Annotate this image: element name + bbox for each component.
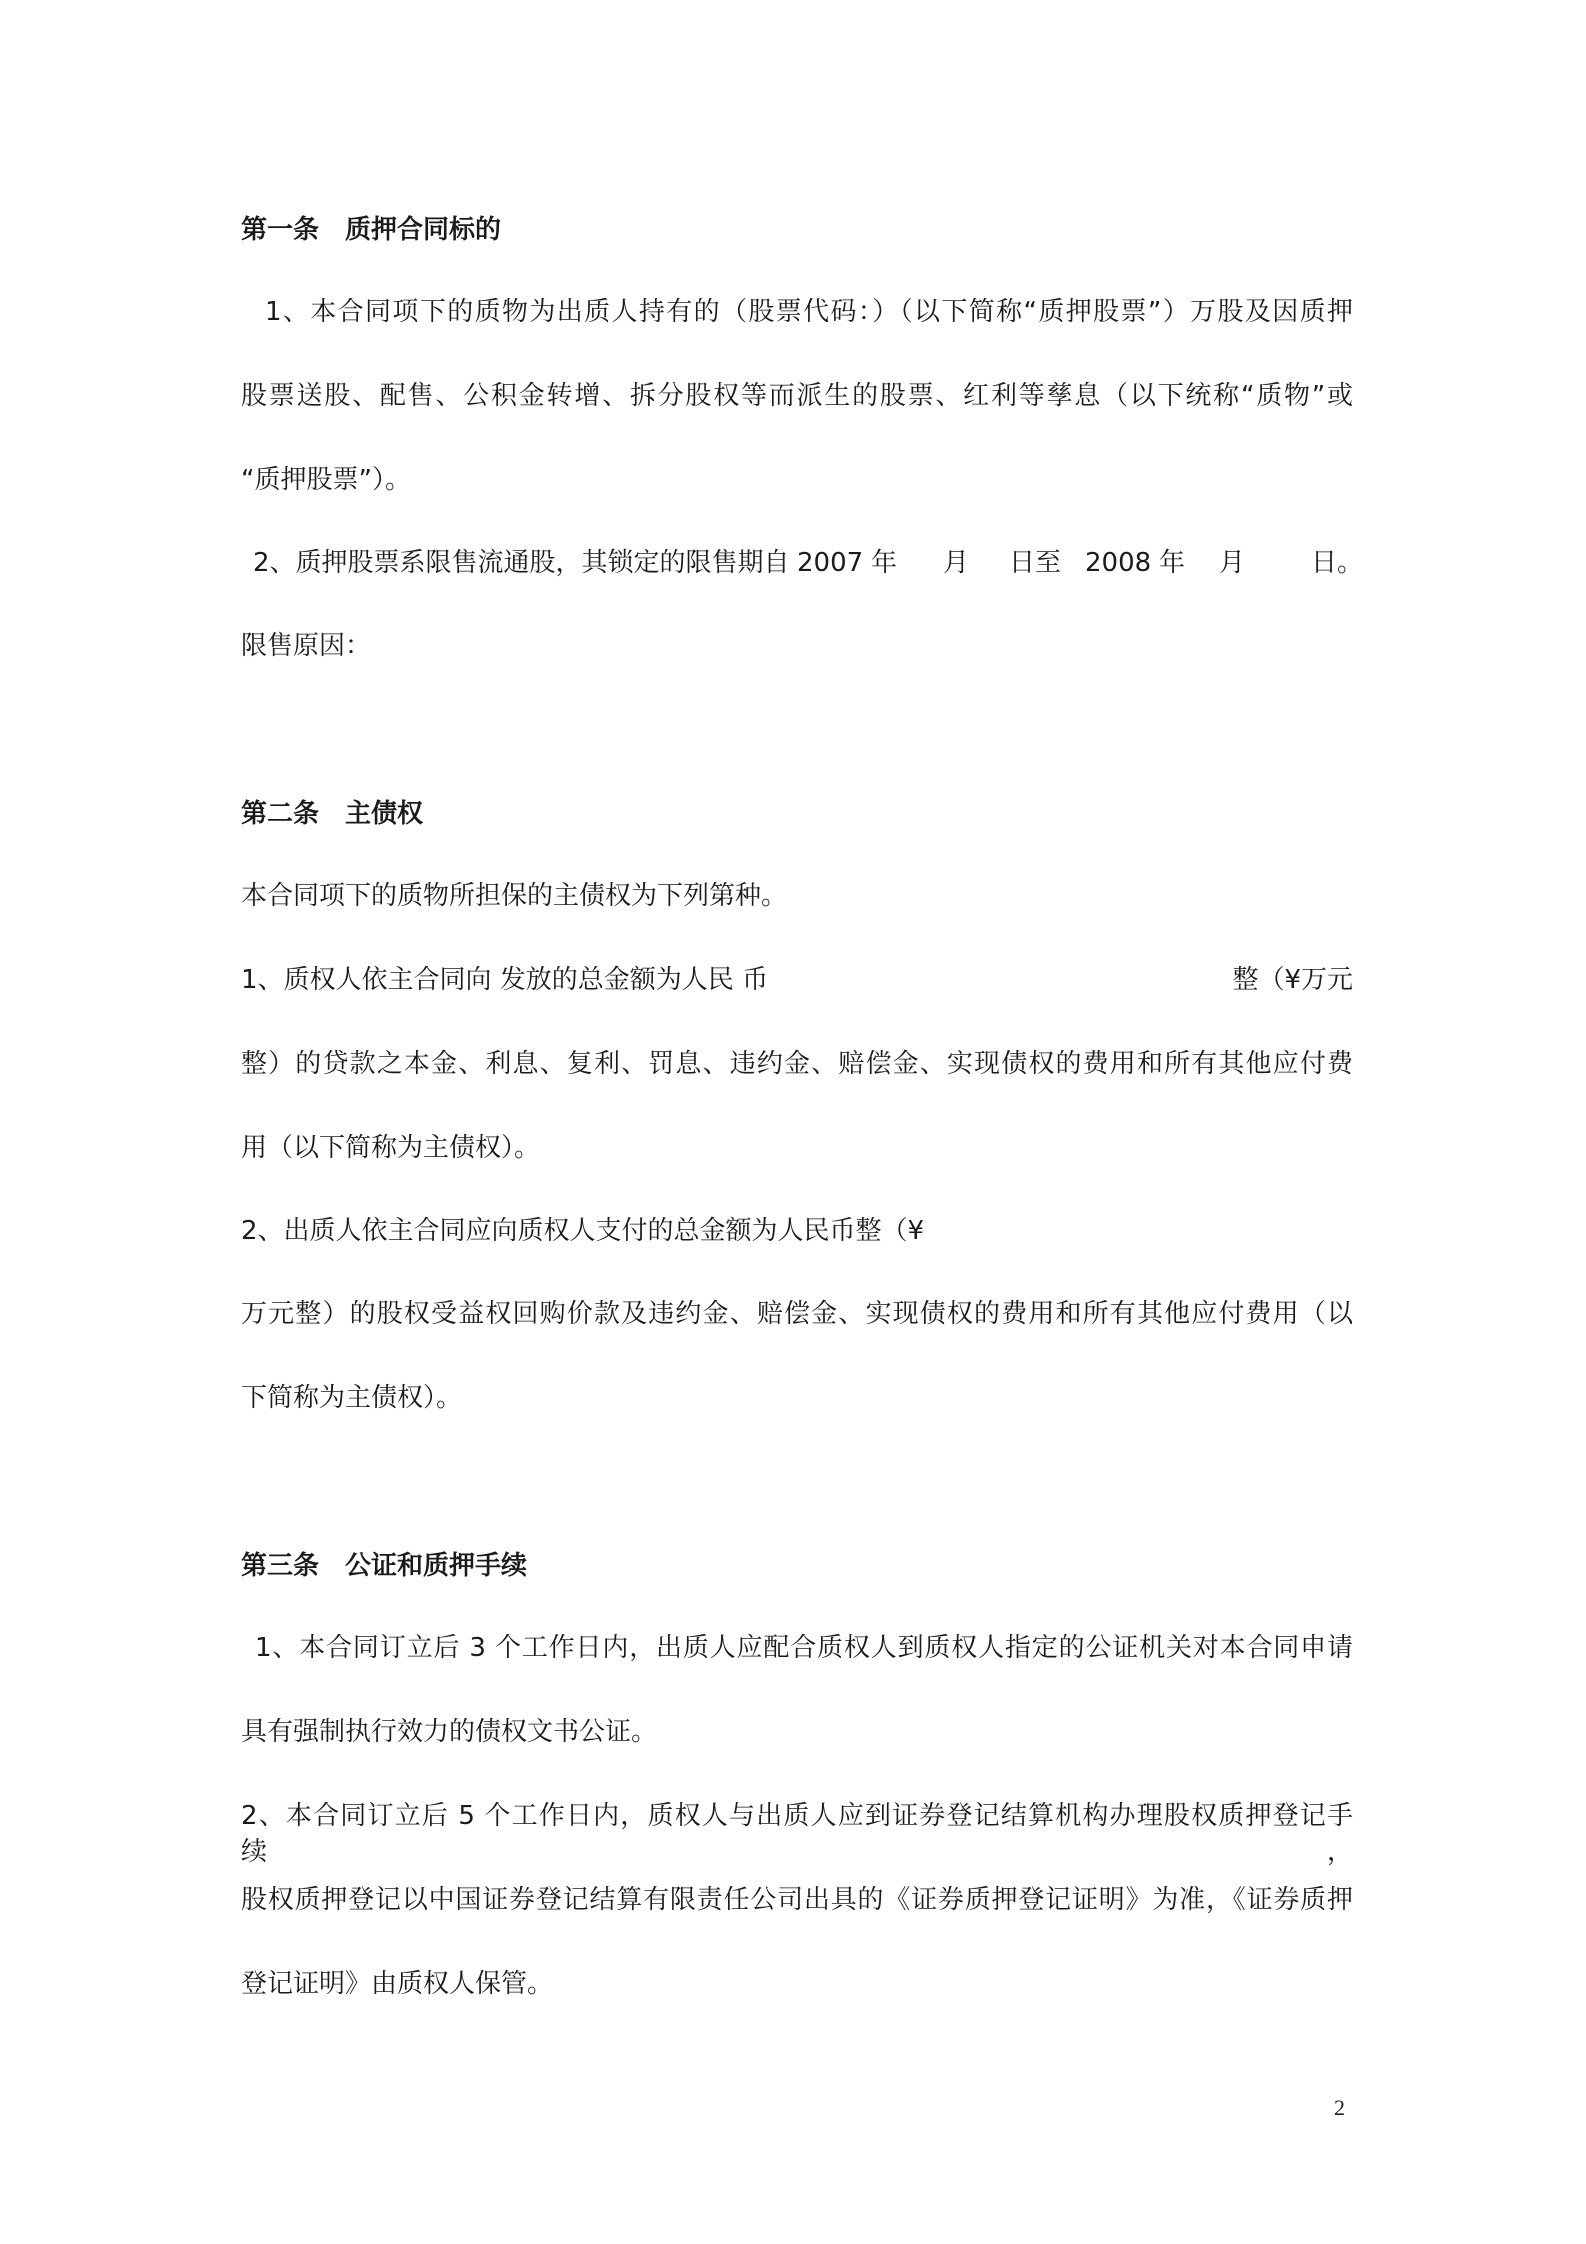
section-1-line-2: 股票送股、配售、公积金转增、拆分股权等而派生的股票、红利等孳息（以下统称“质物”或: [241, 381, 1353, 411]
section-1-title: 质押合同标的: [345, 215, 502, 245]
date-line-prefix: 2、质押股票系限售流通股，其锁定的限售期自: [253, 548, 790, 578]
section-1-date-line: [241, 545, 1364, 581]
item-1-right-text: 整（¥万元: [1232, 965, 1353, 995]
section-2-item-1-line-2: 整）的贷款之本金、利息、复利、罚息、违约金、赔偿金、实现债权的费用和所有其他应付费: [241, 1049, 1353, 1079]
end-month-unit: 月: [1219, 548, 1246, 578]
section-1-line-1: 1、本合同项下的质物为出质人持有的（股票代码：）（以下简称“质押股票”）万股及因质押: [265, 297, 1353, 327]
section-2-number: 第二条: [241, 799, 320, 829]
end-year-unit: 年: [1159, 548, 1186, 578]
section-1-reason-label: 限售原因：: [241, 631, 372, 661]
section-3-line-4: 股权质押登记以中国证券登记结算有限责任公司出具的《证券质押登记证明》为准，《证券质押: [241, 1885, 1353, 1915]
section-2-intro: 本合同项下的质物所担保的主债权为下列第种。: [241, 881, 788, 911]
section-2-title: 主债权: [345, 799, 424, 829]
start-year-unit: 年: [871, 548, 898, 578]
end-day-unit: 日。: [1311, 548, 1364, 578]
section-2-item-1-line-1: [241, 962, 1353, 998]
section-1-heading: [241, 212, 1353, 248]
section-2-item-1-line-3: 用（以下简称为主债权）。: [241, 1133, 541, 1163]
section-1-number: 第一条: [241, 215, 320, 245]
section-2-item-2-line-3: 下简称为主债权）。: [241, 1383, 463, 1413]
page-number: 2: [1334, 2095, 1345, 2120]
start-day-to: 日至: [1009, 548, 1062, 578]
section-3-line-3: 2、本合同订立后 5 个工作日内，质权人与出质人应到证券登记结算机构办理股权质押登记手续，: [241, 1801, 1353, 1867]
start-year: 2007: [797, 548, 864, 578]
section-2-heading: [241, 796, 1353, 832]
section-3-heading: [241, 1548, 1353, 1584]
end-year: 2008: [1085, 548, 1152, 578]
section-3-number: 第三条: [241, 1551, 320, 1581]
section-3-line-5: 登记证明》由质权人保管。: [241, 1969, 554, 1999]
start-month-unit: 月: [943, 548, 970, 578]
section-3-line-1: 1、本合同订立后 3 个工作日内，出质人应配合质权人到质权人指定的公证机关对本合同申请: [255, 1633, 1353, 1663]
item-1-left-text: 1、质权人依主合同向 发放的总金额为人民 币: [241, 965, 769, 995]
section-2-item-2-line-2: 万元整）的股权受益权回购价款及违约金、赔偿金、实现债权的费用和所有其他应付费用（以: [241, 1299, 1353, 1329]
section-1-line-3: “质押股票”）。: [241, 465, 411, 495]
section-2-item-2-line-1: 2、出质人依主合同应向质权人支付的总金额为人民币整（¥: [241, 1216, 925, 1246]
section-3-line-2: 具有强制执行效力的债权文书公证。: [241, 1717, 658, 1747]
section-3-title: 公证和质押手续: [345, 1551, 528, 1581]
